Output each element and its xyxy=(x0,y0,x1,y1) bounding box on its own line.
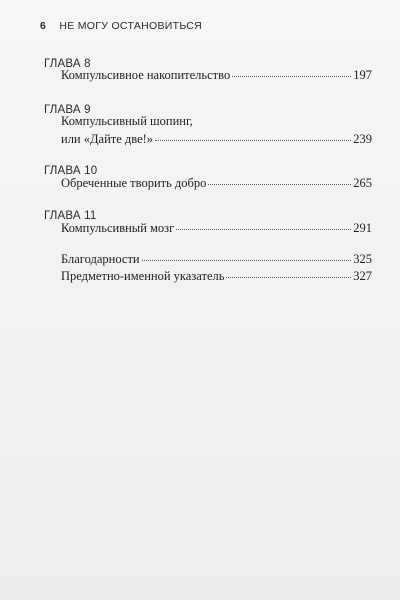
chapter-8-label: ГЛАВА 8 xyxy=(44,58,91,70)
toc-entry-page: 327 xyxy=(353,269,372,283)
dot-leader xyxy=(232,64,351,77)
toc-entry-title-line2: или «Дайте две!» xyxy=(61,132,154,146)
toc-entry-title: Предметно-именной указатель xyxy=(61,269,225,283)
toc-entry-page: 197 xyxy=(353,68,372,82)
dot-leader xyxy=(142,248,352,261)
chapter-10-label: ГЛАВА 10 xyxy=(44,165,98,177)
toc-entry-title: Компульсивный мозг xyxy=(61,221,175,235)
toc-entry-chapter-11[interactable] xyxy=(61,219,372,237)
toc-entry-title: Благодарности xyxy=(61,252,140,266)
dot-leader xyxy=(226,265,351,278)
toc-entry-page: 265 xyxy=(353,176,372,190)
chapter-9-label: ГЛАВА 9 xyxy=(44,104,91,116)
toc-entry-index[interactable] xyxy=(61,267,372,285)
running-head-title: НЕ МОГУ ОСТАНОВИТЬСЯ xyxy=(59,20,203,32)
dot-leader xyxy=(155,128,351,141)
toc-entry-title: Компульсивное накопительство xyxy=(61,68,231,82)
toc-entry-title-line1: Компульсивный шопинг, xyxy=(61,114,193,128)
dot-leader xyxy=(176,217,351,230)
toc-entry-chapter-10[interactable] xyxy=(61,174,372,192)
dot-leader xyxy=(208,172,351,185)
toc-entry-page: 325 xyxy=(353,252,372,266)
toc-entry-chapter-8[interactable] xyxy=(61,66,372,84)
toc-entry-page: 239 xyxy=(353,132,372,146)
toc-entry-title: Обреченные творить добро xyxy=(61,176,207,190)
running-head xyxy=(40,20,202,32)
chapter-11-label: ГЛАВА 11 xyxy=(44,210,97,222)
toc-entry-chapter-9[interactable] xyxy=(61,113,372,148)
page-number: 6 xyxy=(40,20,47,32)
toc-entry-page: 291 xyxy=(353,221,372,235)
